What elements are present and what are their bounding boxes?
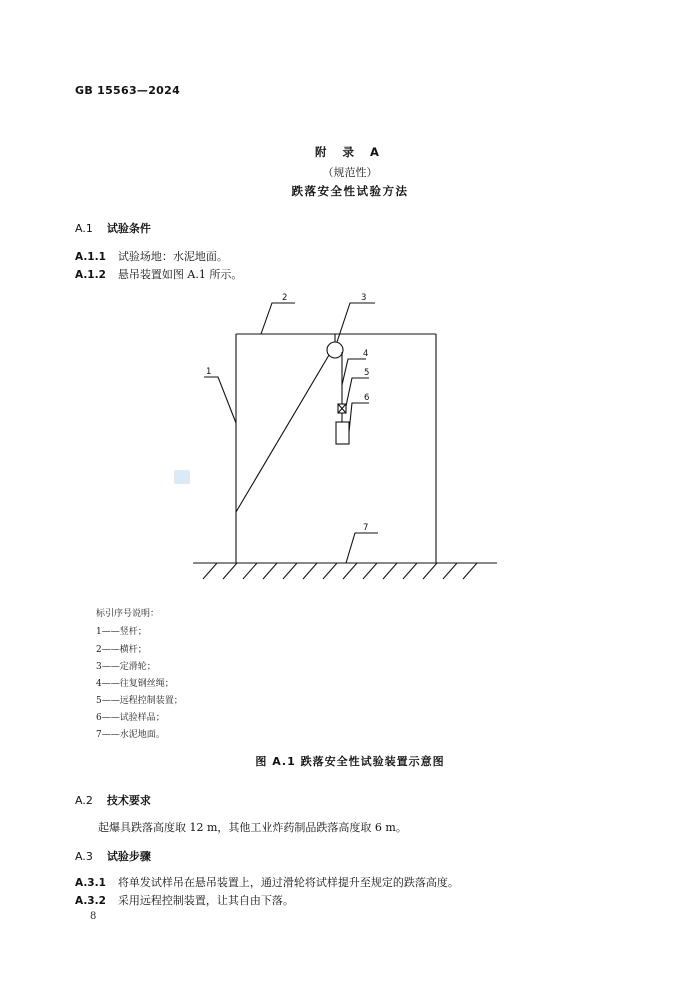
page-number: 8: [90, 911, 97, 922]
hatch-mark: [283, 563, 297, 579]
section-title: 技术要求: [106, 794, 151, 807]
section-a3-heading: [75, 848, 151, 864]
clause-a3-2: [75, 892, 294, 908]
leader-4: [342, 359, 366, 385]
leader-3: [337, 303, 375, 342]
legend-item: 2——横杆；: [96, 645, 147, 655]
callout-1: 1: [206, 367, 212, 377]
callout-7: 7: [363, 523, 369, 533]
section-number: A.1: [75, 222, 93, 235]
callout-3: 3: [361, 293, 367, 303]
test-sample: [336, 422, 349, 444]
clause-text: 悬吊装置如图 A.1 所示。: [117, 268, 243, 281]
appendix-title: 附 录 A: [315, 145, 385, 159]
pulley: [327, 342, 343, 358]
leader-1: [204, 377, 236, 423]
watermark-logo: [174, 470, 190, 484]
clause-number: A.1.1: [75, 251, 106, 263]
clause-text: 试验场地：水泥地面。: [117, 250, 228, 263]
section-number: A.3: [75, 850, 93, 863]
appendix-name: 跌落安全性试验方法: [291, 184, 409, 198]
appendix-type: （规范性）: [322, 166, 378, 179]
hatch-mark: [223, 563, 237, 579]
legend-item: 3——定滑轮；: [96, 662, 156, 672]
section-title: 试验步骤: [106, 850, 151, 863]
callout-6: 6: [364, 393, 370, 403]
ground-hatching: [203, 563, 477, 579]
clause-a3-1: [75, 874, 459, 890]
hatch-mark: [263, 563, 277, 579]
section-a2-text: 起爆具跌落高度取 12 m，其他工业炸药制品跌落高度取 6 m。: [98, 821, 407, 834]
hatch-mark: [363, 563, 377, 579]
leader-7: [346, 533, 378, 563]
legend-item: 1——竖杆；: [96, 627, 147, 637]
leader-2: [261, 303, 295, 334]
clause-text: 采用远程控制装置，让其自由下落。: [117, 894, 294, 907]
legend-item: 4——往复钢丝绳；: [96, 679, 174, 689]
hatch-mark: [243, 563, 257, 579]
rope-diagonal: [236, 355, 329, 512]
leader-6: [349, 403, 369, 432]
legend-item: 7——水泥地面。: [96, 730, 165, 740]
callout-5: 5: [364, 368, 370, 378]
legend-item: 6——试验样品；: [96, 713, 165, 723]
hatch-mark: [303, 563, 317, 579]
hatch-mark: [383, 563, 397, 579]
hatch-mark: [323, 563, 337, 579]
hatch-mark: [443, 563, 457, 579]
clause-number: A.3.2: [75, 895, 106, 907]
section-a2-heading: [75, 792, 151, 808]
clause-number: A.3.1: [75, 877, 106, 889]
clause-text: 将单发试样吊在悬吊装置上，通过滑轮将试样提升至规定的跌落高度。: [117, 876, 459, 889]
section-number: A.2: [75, 794, 93, 807]
section-title: 试验条件: [106, 222, 151, 235]
hatch-mark: [203, 563, 217, 579]
hatch-mark: [463, 563, 477, 579]
callout-4: 4: [363, 349, 369, 359]
legend-title: 标引序号说明：: [96, 609, 160, 619]
standard-code: GB 15563—2024: [75, 84, 181, 97]
hatch-mark: [423, 563, 437, 579]
hatch-mark: [403, 563, 417, 579]
figure-caption: 图 A.1 跌落安全性试验装置示意图: [255, 755, 445, 768]
legend-item: 5——远程控制装置；: [96, 696, 183, 706]
hatch-mark: [343, 563, 357, 579]
callout-2: 2: [282, 293, 288, 303]
clause-number: A.1.2: [75, 269, 106, 281]
